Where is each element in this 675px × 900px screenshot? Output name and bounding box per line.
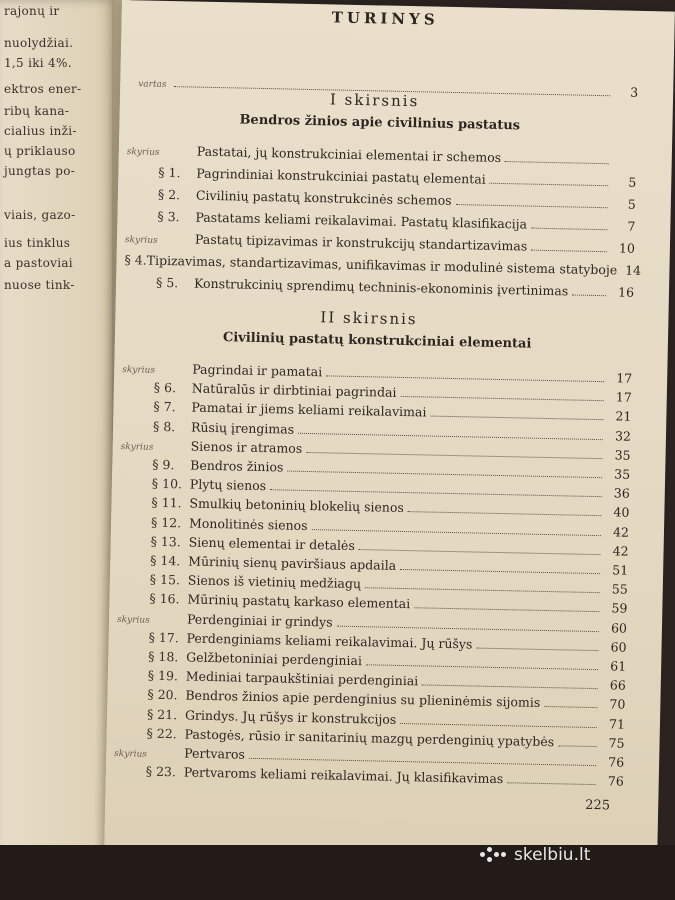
row-text: Pastogės, rūsio ir sanitarinių mazgų perdenginių ypatybės — [184, 726, 555, 750]
row-page: 61 — [610, 658, 627, 674]
row-section-number: § 10. — [151, 475, 183, 492]
row-section-number — [154, 373, 192, 374]
leader-dots — [505, 160, 609, 164]
row-text: Smulkių betoninių blokelių sienos — [189, 495, 405, 516]
row-text: Pastatai, jų konstrukciniai elementai ir schemos — [196, 143, 502, 165]
row-section-number: § 8. — [152, 418, 176, 434]
row-section-number: § 11. — [151, 495, 182, 511]
row-mark: skyrius — [120, 441, 154, 453]
row-text: Mūrinių pastatų karkaso elementai — [187, 591, 411, 612]
row-section-number: § 3. — [157, 208, 180, 225]
row-page: 60 — [610, 639, 627, 655]
row-mark — [117, 602, 149, 603]
row-text: Natūralūs ir dirbtiniai pagrindai — [191, 380, 397, 401]
row-section-number: § 14. — [150, 552, 181, 569]
row-section-number: § 22. — [146, 725, 177, 742]
row-page: 59 — [611, 600, 628, 617]
row-text: Pertvaroms keliami reikalavimai. Jų klasifikavimas — [183, 764, 504, 787]
row-text: Sienų elementai ir detalės — [188, 534, 356, 553]
toc-row — [124, 274, 634, 300]
toc-row — [124, 252, 642, 278]
row-section-number: § 15. — [149, 571, 181, 588]
right-page — [104, 0, 675, 891]
row-section-number: § 5. — [155, 274, 179, 291]
leader-dots — [400, 395, 603, 401]
row-page: 17 — [615, 389, 632, 405]
row-page: 5 — [628, 174, 637, 190]
row-mark — [120, 487, 152, 488]
row-text: Mediniai tarpaukštiniai perdenginiai — [185, 668, 419, 689]
row-page: 10 — [618, 240, 636, 256]
row-page: 76 — [608, 754, 625, 770]
row-text: Pastatų tipizavimas ir konstrukcijų standartizavimas — [194, 231, 528, 254]
row-page: 3 — [630, 84, 639, 100]
row-text: Sienos ir atramos — [190, 438, 303, 456]
row-mark — [115, 718, 147, 719]
row-page: 16 — [617, 284, 635, 300]
toc-row — [125, 230, 635, 256]
row-section-number — [159, 155, 197, 156]
toc-row — [127, 142, 637, 168]
leader-dots — [414, 607, 599, 613]
row-section-number — [157, 243, 195, 244]
row-section-number: § 4. — [124, 252, 147, 268]
row-page: 42 — [612, 543, 629, 559]
dots-logo-icon — [480, 847, 508, 863]
row-page: 40 — [613, 504, 630, 521]
row-page: 21 — [615, 408, 632, 425]
leader-dots — [366, 663, 598, 670]
left-page-line: cialius inži- — [4, 124, 77, 138]
row-page: 7 — [627, 218, 636, 234]
row-text: Pastatams keliami reikalavimai. Pastatų klasifikacija — [195, 209, 528, 232]
left-page-line: rajonų ir — [4, 4, 60, 18]
row-mark — [118, 583, 150, 584]
left-page-line: ų priklauso — [4, 144, 76, 158]
row-text: Bendros žinios — [190, 457, 284, 475]
left-page-line: 1,5 iki 4%. — [4, 56, 72, 70]
row-section-number: § 18. — [148, 648, 179, 665]
row-page: 66 — [609, 677, 626, 693]
row-text: Pagrindiniai konstrukciniai pastatų elementai — [196, 165, 486, 187]
left-page-line: nuose tink- — [4, 278, 75, 292]
left-page-line: jungtas po- — [4, 164, 76, 178]
row-mark — [119, 526, 151, 527]
row-mark — [116, 679, 148, 680]
row-text: Gelžbetoniniai perdenginiai — [186, 649, 363, 669]
row-text: Pagrindai ir pamatai — [192, 361, 323, 380]
row-page: 75 — [608, 735, 625, 751]
row-page: 36 — [613, 485, 630, 501]
row-page: 32 — [614, 428, 632, 444]
row-text: Pamatai ir jiems keliami reikalavimai — [191, 399, 427, 420]
row-mark — [121, 410, 153, 411]
left-page-line: ribų kana- — [4, 104, 70, 118]
row-text: Konstrukcinių sprendimų techninis-ekonominis įvertinimas — [193, 275, 569, 299]
section-heading-2: II skirsnis — [320, 308, 418, 329]
left-page-line: ius tinklus — [4, 236, 71, 250]
row-page: 70 — [609, 696, 626, 713]
row-mark — [119, 506, 151, 507]
leader-dots — [270, 488, 602, 497]
watermark — [480, 845, 590, 865]
left-page-line: nuolydžiai. — [4, 36, 74, 50]
row-mark — [119, 545, 151, 546]
row-section-number: § 7. — [153, 399, 176, 415]
row-mark: skyrius — [114, 749, 148, 760]
leader-dots — [456, 203, 608, 208]
leader-dots — [337, 624, 599, 631]
section-heading-1: I skirsnis — [329, 90, 420, 111]
row-section-number: § 17. — [148, 629, 179, 646]
leader-dots — [430, 415, 603, 421]
row-mark — [125, 220, 157, 221]
row-section-number: § 19. — [147, 667, 179, 684]
section-subtitle-2: Civilinių pastatų konstrukciniai elementai — [222, 330, 532, 352]
row-mark — [126, 198, 158, 199]
row-section-number: § 16. — [149, 591, 180, 607]
leader-dots — [298, 431, 603, 439]
toc-row — [126, 186, 636, 212]
left-page-line: viais, gazo- — [4, 208, 76, 222]
row-mark — [120, 468, 152, 469]
row-text: Civilinių pastatų konstrukcinės schemos — [195, 187, 452, 208]
page-number: 225 — [585, 797, 611, 814]
watermark-text: skelbiu.lt — [514, 845, 591, 865]
leader-dots — [400, 568, 600, 574]
row-mark — [122, 391, 154, 392]
row-text: Grindys. Jų rūšys ir konstrukcijos — [184, 707, 397, 727]
row-mark — [116, 660, 148, 661]
page-title: TURINYS — [331, 8, 439, 29]
row-mark: vartas — [138, 79, 167, 90]
leader-dots — [558, 744, 596, 747]
section-subtitle-1: Bendros žinios apie civilinius pastatus — [239, 112, 521, 134]
row-section-number: § 6. — [153, 379, 177, 396]
leader-dots — [359, 548, 601, 555]
row-text: Perdenginiams keliami reikalavimai. Jų rūšys — [186, 630, 473, 652]
row-mark: skyrius — [124, 235, 158, 246]
row-page: 55 — [611, 581, 628, 597]
row-text: Pertvaros — [184, 745, 246, 762]
row-page: 17 — [616, 370, 633, 386]
row-text: Plytų sienos — [189, 476, 267, 494]
row-page: 35 — [614, 447, 631, 463]
leader-dots — [326, 374, 604, 382]
row-page: 71 — [608, 715, 626, 732]
row-section-number: § 13. — [150, 533, 181, 550]
row-text: Sienos iš vietinių medžiagų — [187, 572, 362, 592]
toc-row — [126, 164, 636, 190]
leader-dots — [507, 781, 595, 785]
row-page: 14 — [625, 262, 642, 278]
row-page: 35 — [614, 466, 631, 482]
row-text: Rūsių įrengimas — [190, 419, 295, 437]
row-text: Monolitinės sienos — [188, 515, 308, 533]
row-page — [613, 164, 637, 165]
leader-dots — [422, 684, 598, 690]
leader-dots — [400, 722, 597, 728]
leader-dots — [572, 293, 606, 296]
row-page: 51 — [612, 562, 629, 578]
leader-dots — [365, 586, 600, 593]
row-section-number: § 20. — [147, 687, 178, 703]
leader-dots — [249, 757, 596, 766]
row-mark — [115, 737, 147, 738]
leader-dots — [531, 249, 607, 253]
left-page — [0, 0, 118, 860]
row-text: Tipizavimas, standartizavimas, unifikavimas ir modulinė sistema statyboje — [146, 252, 618, 278]
row-section-number — [146, 757, 184, 758]
leader-dots — [476, 646, 598, 651]
row-page: 76 — [607, 773, 624, 789]
row-section-number: § 12. — [150, 514, 182, 530]
toc-row — [125, 208, 635, 234]
row-text: Mūrinių sienų paviršiaus apdaila — [188, 553, 397, 573]
row-mark — [124, 286, 156, 287]
row-section-number: § 1. — [158, 164, 181, 181]
row-mark — [121, 430, 153, 431]
leader-dots — [306, 451, 602, 459]
row-page: 5 — [627, 196, 636, 212]
leader-dots — [312, 528, 601, 536]
leader-dots — [408, 510, 602, 516]
row-mark: skyrius — [122, 365, 156, 376]
row-mark — [115, 698, 147, 699]
row-text: Perdenginiai ir grindys — [186, 611, 333, 630]
row-section-number — [149, 622, 187, 623]
row-text: Bendros žinios apie perdenginius su plieninėmis sijomis — [185, 687, 541, 711]
leader-dots — [544, 705, 597, 708]
row-page: 42 — [612, 523, 630, 540]
row-section-number — [153, 450, 191, 451]
row-page: 60 — [610, 619, 628, 636]
row-section-number: § 9. — [152, 456, 175, 473]
row-section-number: § 2. — [157, 186, 181, 203]
leader-dots — [490, 182, 609, 186]
left-page-line: ektros ener- — [4, 82, 82, 96]
row-mark — [118, 564, 150, 565]
row-mark: skyrius — [116, 614, 150, 626]
row-mark — [114, 775, 146, 776]
leader-dots — [287, 470, 602, 479]
row-section-number: § 23. — [145, 763, 177, 780]
row-mark — [126, 176, 158, 177]
row-section-number: § 21. — [146, 706, 178, 722]
leader-dots — [531, 227, 607, 231]
left-page-line: a pastoviai — [4, 256, 73, 270]
row-mark — [117, 641, 149, 642]
row-mark: skyrius — [126, 147, 160, 158]
